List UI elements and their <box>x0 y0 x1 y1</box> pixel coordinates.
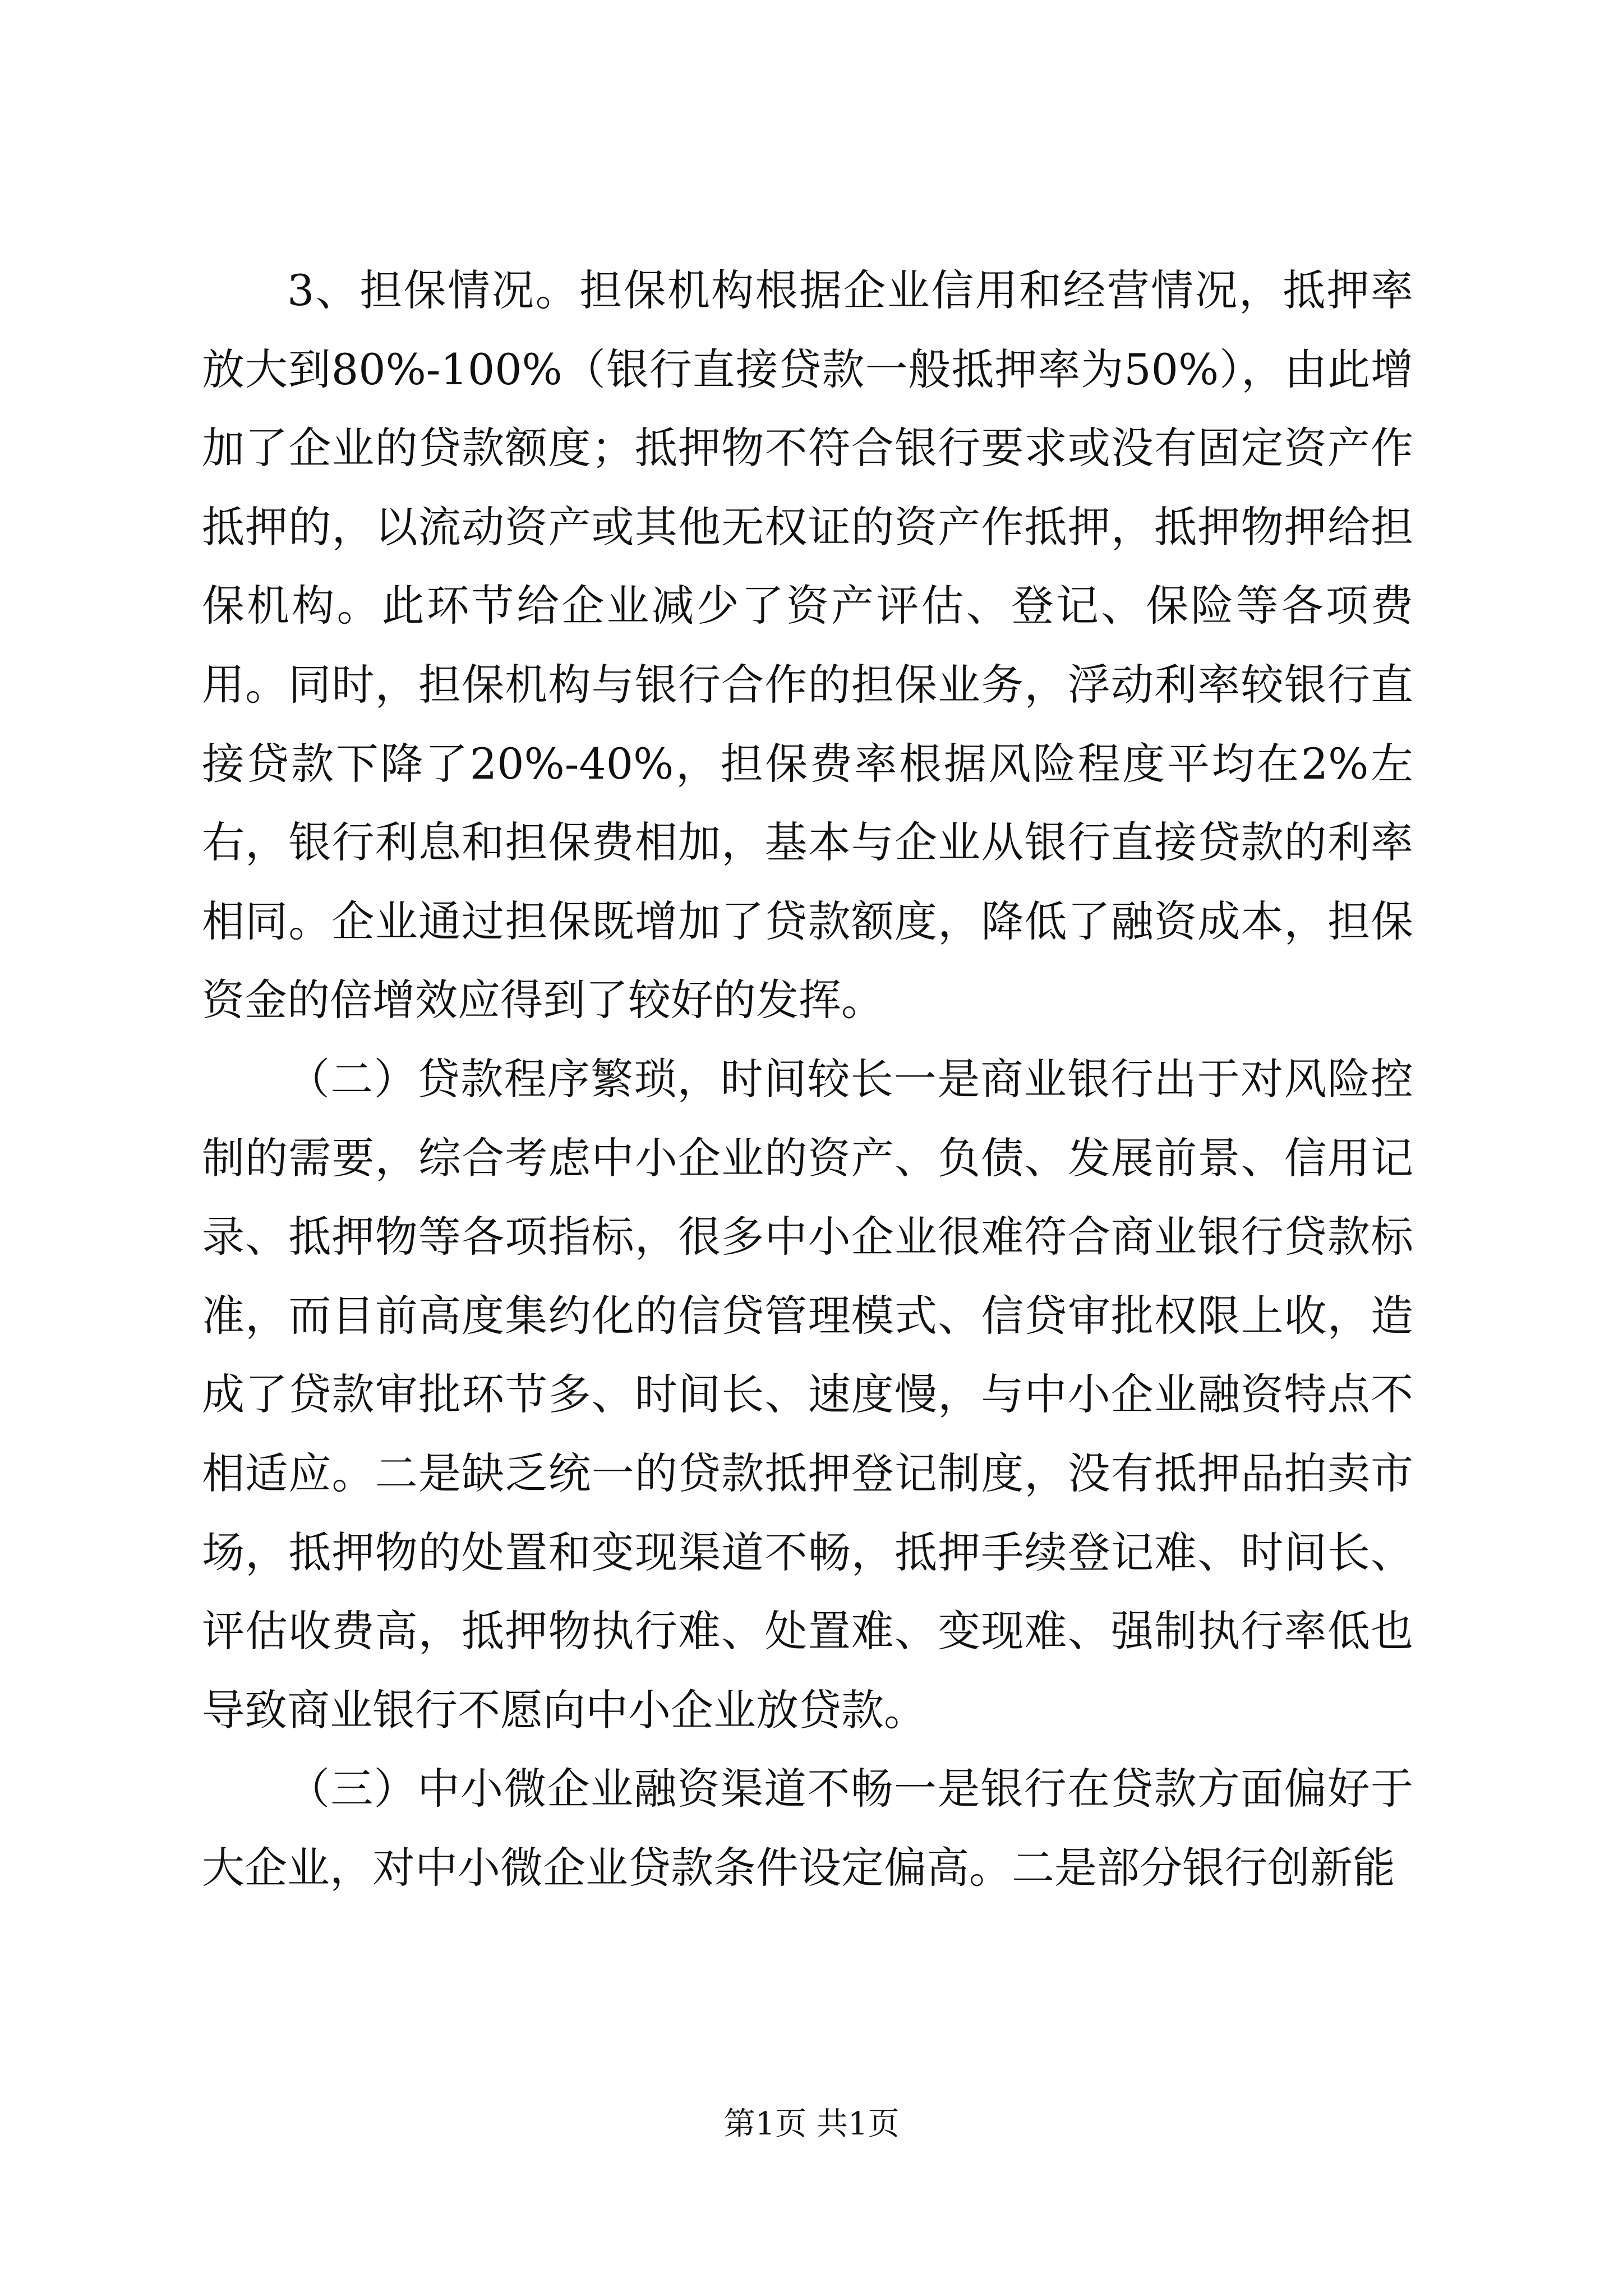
paragraph-financing-channels: （三）中小微企业融资渠道不畅一是银行在贷款方面偏好于大企业，对中小微企业贷款条件设定偏高。二是部分银行创新能 <box>202 1764 1413 1893</box>
paragraph-loan-procedure: （二）贷款程序繁琐，时间较长一是商业银行出于对风险控制的需要，综合考虑中小企业的资产、负债、发展前景、信用记录、抵押物等各项指标，很多中小企业很难符合商业银行贷款标准，而目前高度集约化的信贷管理模式、信贷审批权限上收，造成了贷款审批环节多、时间长、速度慢，与中小企业融资特点不相适应。二是缺乏统一的贷款抵押登记制度，没有抵押品拍卖市场，抵押物的处置和变现渠道不畅，抵押手续登记难、时间长、评估收费高，抵押物执行难、处置难、变现难、强制执行率低也导致商业银行不愿向中小企业放贷款。 <box>202 1053 1413 1735</box>
document-body <box>202 251 1413 1907</box>
paragraph-guarantee: 3、担保情况。担保机构根据企业信用和经营情况，抵押率放大到80%-100%（银行直接贷款一般抵押率为50%），由此增加了企业的贷款额度；抵押物不符合银行要求或没有固定资产作抵押的，以流动资产或其他无权证的资产作抵押，抵押物押给担保机构。此环节给企业减少了资产评估、登记、保险等各项费用。同时，担保机构与银行合作的担保业务，浮动利率较银行直接贷款下降了20%-40%，担保费率根据风险程度平均在2%左右，银行利息和担保费相加，基本与企业从银行直接贷款的利率相同。企业通过担保既增加了贷款额度，降低了融资成本，担保资金的倍增效应得到了较好的发挥。 <box>202 265 1413 1025</box>
page-footer: 第1页 共1页 <box>723 2106 900 2142</box>
